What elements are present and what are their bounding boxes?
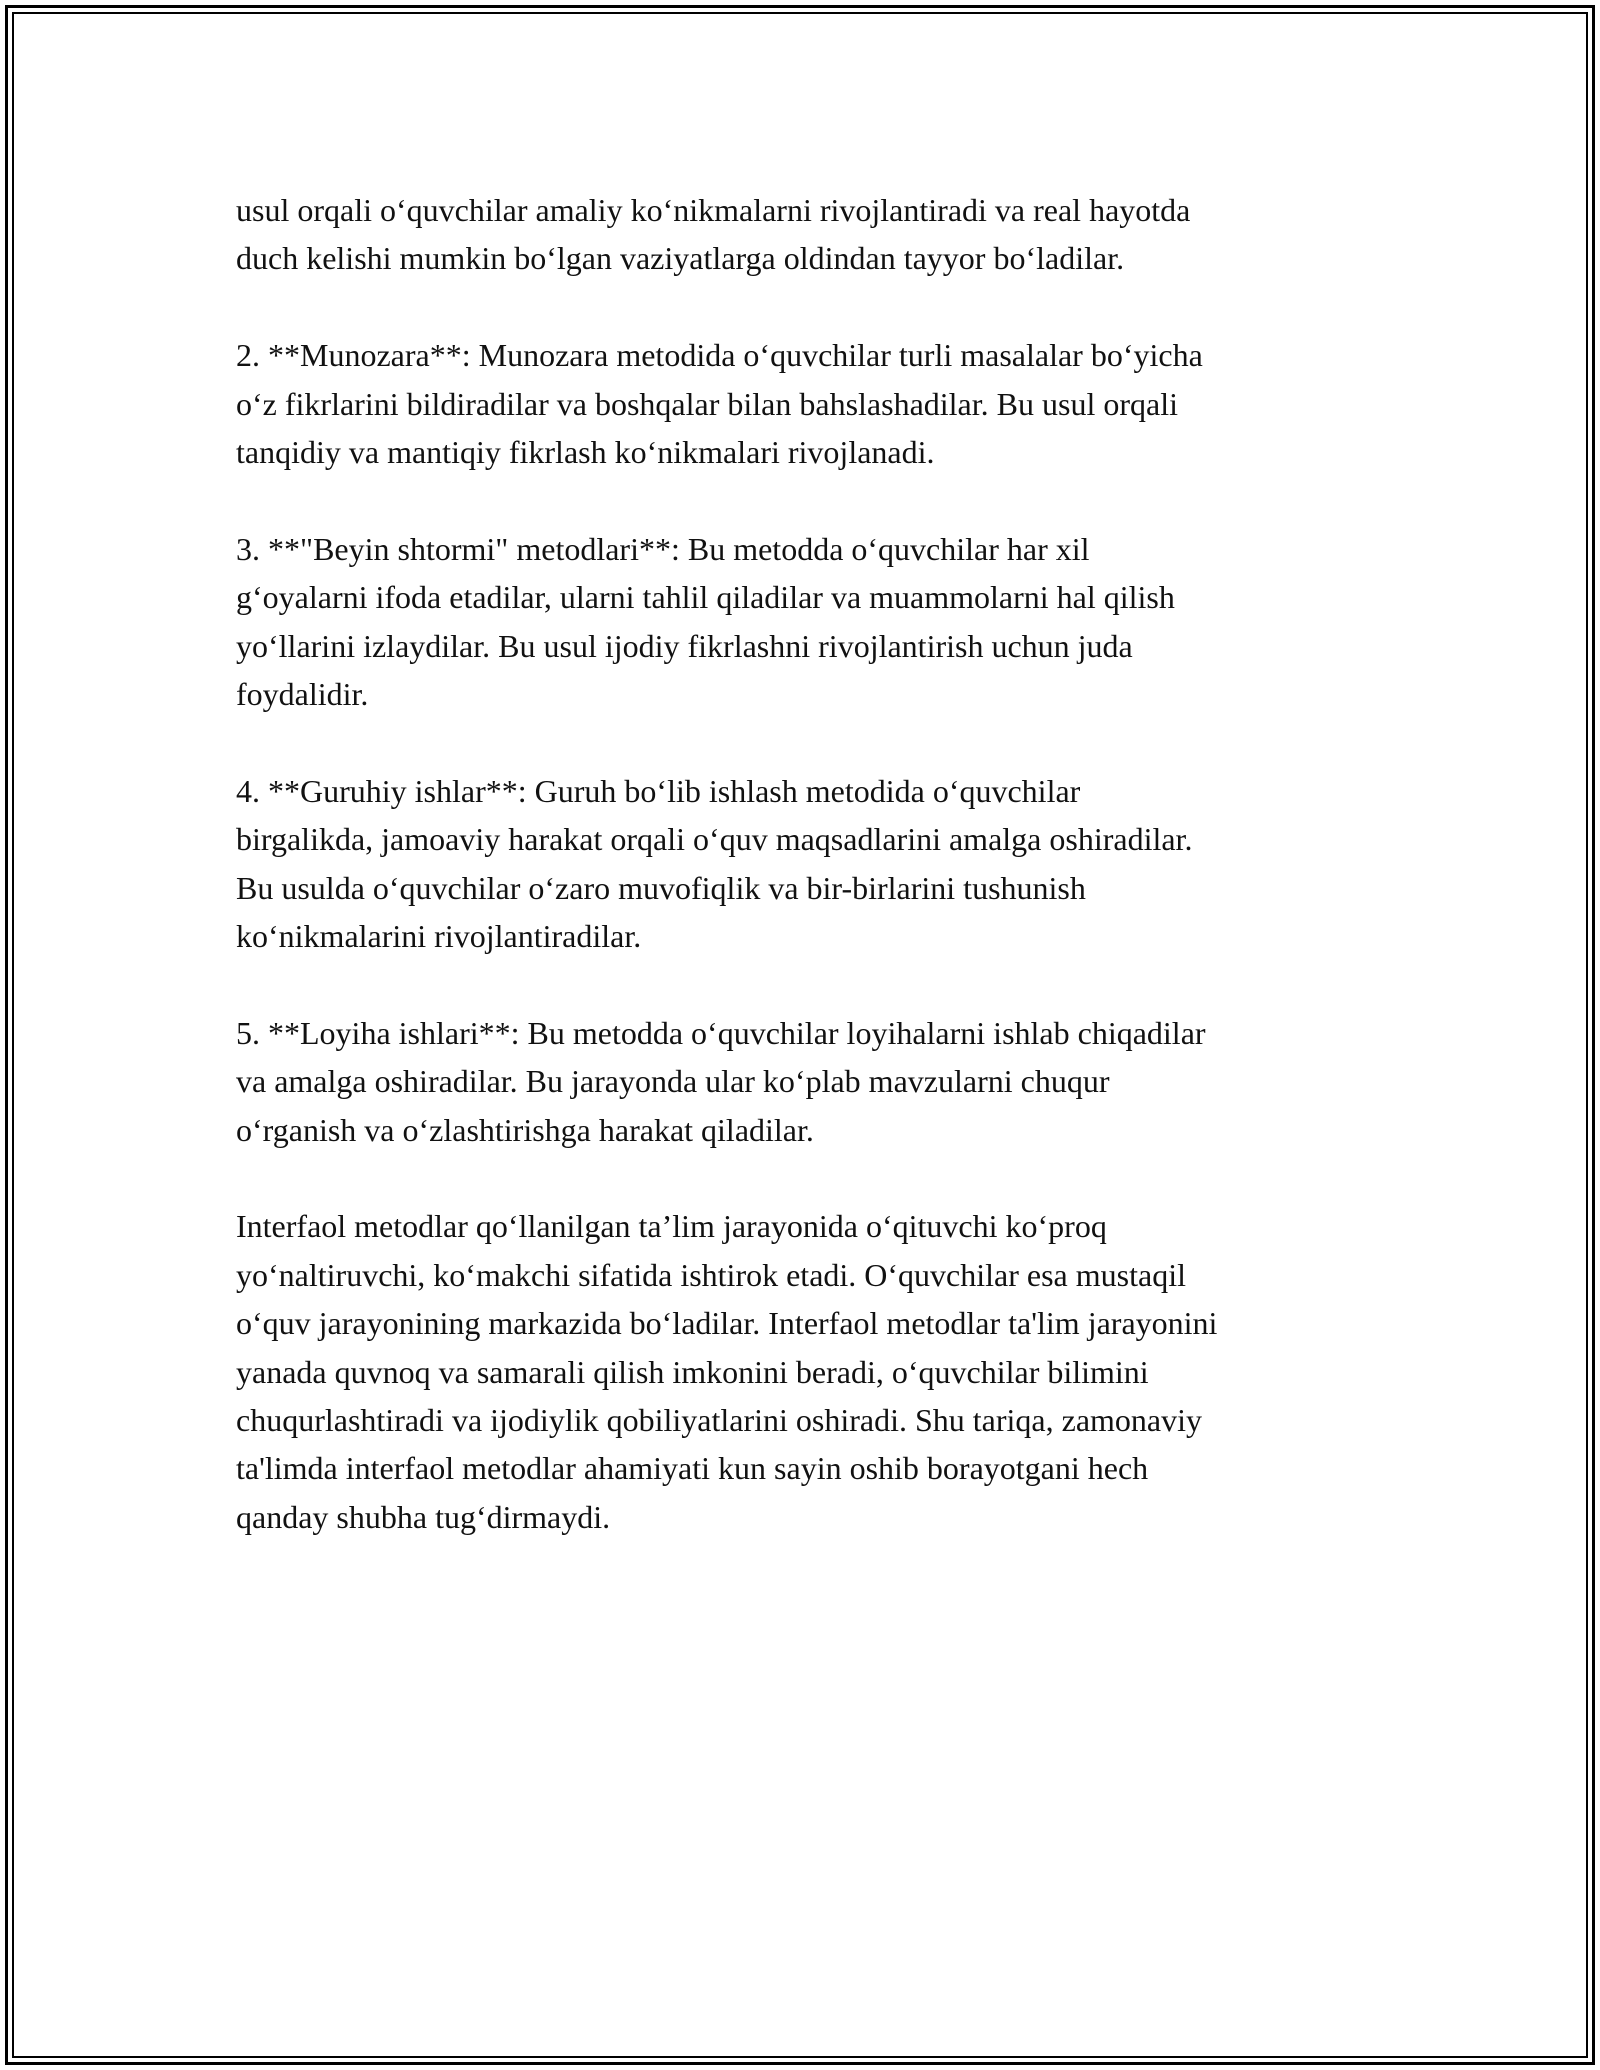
document-body: [236, 186, 1376, 1590]
paragraph-conclusion: Interfaol metodlar qo‘llanilgan ta’lim jarayonida o‘qituvchi ko‘proq yo‘naltiruvchi, ko‘makchi sifatida ishtirok etadi. O‘quvchilar esa mustaqil o‘quv jarayonining markazida bo‘ladilar. Interfaol metodlar ta'lim jarayonini yanada quvnoq va samarali qilish imkonini beradi, o‘quvchilar bilimini chuqurlashtiradi va ijodiylik qobiliyatlarini oshiradi. Shu tariqa, zamonaviy ta'limda interfaol metodlar ahamiyati kun sayin oshib borayotgani hech qanday shubha tug‘dirmaydi.: [236, 1208, 1218, 1535]
paragraph-guruhiy-ishlar: 4. **Guruhiy ishlar**: Guruh bo‘lib ishlash metodida o‘quvchilar birgalikda, jamoaviy harakat orqali o‘quv maqsadlarini amalga oshiradilar. Bu usulda o‘quvchilar o‘zaro muvofiqlik va bir-birlarini tushunish ko‘nikmalarini rivojlantiradilar.: [236, 772, 1193, 955]
paragraph-beyin-shtormi: 3. **"Beyin shtormi" metodlari**: Bu metodda o‘quvchilar har xil g‘oyalarni ifoda etadilar, ularni tahlil qiladilar va muammolarni hal qilish yo‘llarini izlaydilar. Bu usul ijodiy fikrlashni rivojlantirish uchun juda foydalidir.: [236, 530, 1175, 713]
paragraph-usul-intro: usul orqali o‘quvchilar amaliy ko‘nikmalarni rivojlantiradi va real hayotda duch kelishi mumkin bo‘lgan vaziyatlarga oldindan tayyor bo‘ladilar.: [236, 192, 1191, 277]
paragraph-loyiha-ishlari: 5. **Loyiha ishlari**: Bu metodda o‘quvchilar loyihalarni ishlab chiqadilar va amalga oshiradilar. Bu jarayonda ular ko‘plab mavzularni chuqur o‘rganish va o‘zlashtirishga harakat qiladilar.: [236, 1014, 1206, 1148]
paragraph-munozara: 2. **Munozara**: Munozara metodida o‘quvchilar turli masalalar bo‘yicha o‘z fikrlarini bildiradilar va boshqalar bilan bahslashadilar. Bu usul orqali tanqidiy va mantiqiy fikrlash ko‘nikmalari rivojlanadi.: [236, 337, 1203, 471]
